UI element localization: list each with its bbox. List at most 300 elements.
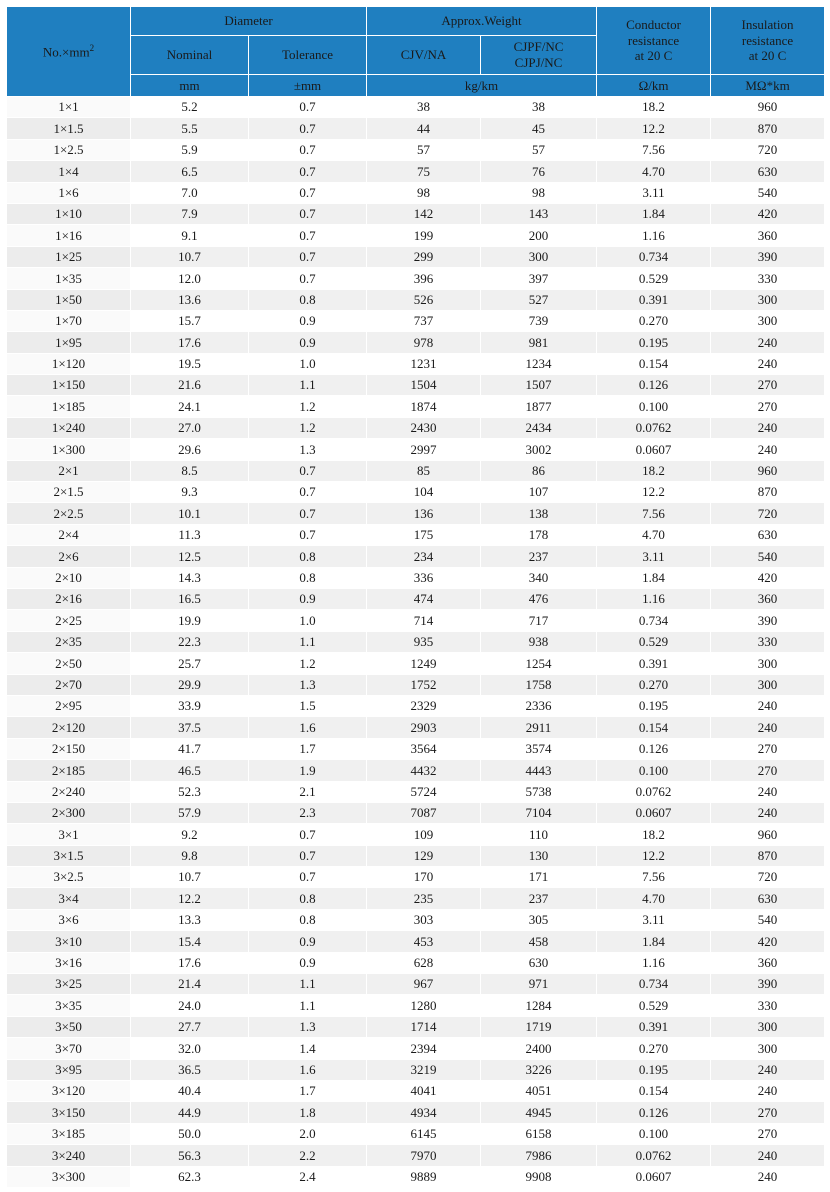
table-row — [7, 588, 825, 609]
cell-size: 1×240 — [7, 417, 131, 438]
table-row — [7, 1166, 825, 1187]
table-cell: 0.126 — [597, 1102, 711, 1123]
table-cell: 57 — [481, 139, 597, 160]
table-row — [7, 1123, 825, 1144]
table-cell: 45 — [481, 118, 597, 139]
table-cell: 240 — [711, 353, 825, 374]
table-cell: 0.9 — [249, 588, 367, 609]
cell-size: 3×10 — [7, 931, 131, 952]
table-cell: 270 — [711, 1102, 825, 1123]
table-cell: 3.11 — [597, 909, 711, 930]
table-row — [7, 1016, 825, 1037]
cell-size: 1×50 — [7, 289, 131, 310]
cell-size: 3×25 — [7, 974, 131, 995]
table-cell: 628 — [367, 952, 481, 973]
table-cell: 300 — [481, 246, 597, 267]
cell-size: 3×1 — [7, 824, 131, 845]
table-cell: 0.7 — [249, 268, 367, 289]
table-cell: 0.734 — [597, 246, 711, 267]
table-cell: 22.3 — [131, 631, 249, 652]
table-cell: 396 — [367, 268, 481, 289]
table-cell: 0.8 — [249, 909, 367, 930]
table-cell: 0.154 — [597, 353, 711, 374]
table-cell: 1280 — [367, 995, 481, 1016]
table-cell: 86 — [481, 460, 597, 481]
table-cell: 21.4 — [131, 974, 249, 995]
table-cell: 9.2 — [131, 824, 249, 845]
table-cell: 0.7 — [249, 482, 367, 503]
table-cell: 44.9 — [131, 1102, 249, 1123]
cell-size: 3×150 — [7, 1102, 131, 1123]
table-cell: 330 — [711, 631, 825, 652]
table-cell: 0.391 — [597, 289, 711, 310]
table-cell: 0.7 — [249, 867, 367, 888]
table-cell: 32.0 — [131, 1038, 249, 1059]
table-cell: 1.6 — [249, 1059, 367, 1080]
table-cell: 0.9 — [249, 310, 367, 331]
table-cell: 870 — [711, 118, 825, 139]
cell-size: 2×300 — [7, 802, 131, 823]
table-cell: 300 — [711, 1016, 825, 1037]
cell-size: 3×4 — [7, 888, 131, 909]
table-cell: 1.1 — [249, 631, 367, 652]
table-cell: 870 — [711, 482, 825, 503]
table-cell: 1.2 — [249, 417, 367, 438]
table-row — [7, 546, 825, 567]
table-cell: 420 — [711, 931, 825, 952]
table-cell: 110 — [481, 824, 597, 845]
table-row — [7, 995, 825, 1016]
table-cell: 1.1 — [249, 375, 367, 396]
table-cell: 0.0607 — [597, 802, 711, 823]
header-cjpf-nc: CJPF/NC — [513, 39, 564, 55]
table-cell: 19.5 — [131, 353, 249, 374]
table-cell: 27.7 — [131, 1016, 249, 1037]
table-row — [7, 203, 825, 224]
cell-size: 3×120 — [7, 1080, 131, 1101]
table-cell: 5724 — [367, 781, 481, 802]
table-cell: 7.9 — [131, 203, 249, 224]
table-cell: 4041 — [367, 1080, 481, 1101]
table-cell: 16.5 — [131, 588, 249, 609]
table-cell: 4.70 — [597, 161, 711, 182]
table-cell: 10.7 — [131, 867, 249, 888]
unit-tolerance-mm: ±mm — [249, 75, 367, 97]
table-cell: 7087 — [367, 802, 481, 823]
table-cell: 3219 — [367, 1059, 481, 1080]
table-cell: 57.9 — [131, 802, 249, 823]
table-cell: 0.0762 — [597, 1145, 711, 1166]
table-cell: 142 — [367, 203, 481, 224]
table-cell: 5.2 — [131, 97, 249, 118]
table-cell: 33.9 — [131, 695, 249, 716]
table-row — [7, 867, 825, 888]
table-cell: 1.4 — [249, 1038, 367, 1059]
header-size-superscript: 2 — [89, 43, 95, 54]
table-cell: 739 — [481, 310, 597, 331]
table-cell: 0.7 — [249, 503, 367, 524]
table-cell: 717 — [481, 610, 597, 631]
table-cell: 300 — [711, 653, 825, 674]
table-cell: 0.195 — [597, 332, 711, 353]
table-cell: 17.6 — [131, 952, 249, 973]
table-cell: 720 — [711, 503, 825, 524]
table-cell: 630 — [481, 952, 597, 973]
table-cell: 336 — [367, 567, 481, 588]
table-header — [7, 7, 825, 97]
table-cell: 5.9 — [131, 139, 249, 160]
table-cell: 7.56 — [597, 503, 711, 524]
cell-size: 1×10 — [7, 203, 131, 224]
table-row — [7, 717, 825, 738]
table-cell: 1.84 — [597, 931, 711, 952]
table-cell: 37.5 — [131, 717, 249, 738]
table-cell: 9908 — [481, 1166, 597, 1187]
table-cell: 3226 — [481, 1059, 597, 1080]
table-cell: 978 — [367, 332, 481, 353]
header-conductor-resistance-line3: at 20 C — [634, 48, 673, 64]
table-cell: 1.3 — [249, 439, 367, 460]
table-cell: 7970 — [367, 1145, 481, 1166]
table-row — [7, 396, 825, 417]
cell-size: 2×4 — [7, 524, 131, 545]
cell-size: 2×16 — [7, 588, 131, 609]
table-cell: 9.3 — [131, 482, 249, 503]
table-cell: 360 — [711, 588, 825, 609]
table-cell: 235 — [367, 888, 481, 909]
table-cell: 10.1 — [131, 503, 249, 524]
table-cell: 0.9 — [249, 931, 367, 952]
table-cell: 11.3 — [131, 524, 249, 545]
table-cell: 960 — [711, 824, 825, 845]
header-insulation-resistance-line3: at 20 C — [748, 48, 787, 64]
table-cell: 0.7 — [249, 161, 367, 182]
table-cell: 240 — [711, 417, 825, 438]
table-cell: 938 — [481, 631, 597, 652]
table-cell: 0.7 — [249, 225, 367, 246]
table-row — [7, 225, 825, 246]
cell-size: 1×185 — [7, 396, 131, 417]
table-row — [7, 931, 825, 952]
cell-size: 1×70 — [7, 310, 131, 331]
table-cell: 330 — [711, 995, 825, 1016]
table-cell: 3564 — [367, 738, 481, 759]
table-cell: 240 — [711, 1059, 825, 1080]
table-cell: 170 — [367, 867, 481, 888]
table-cell: 0.0607 — [597, 1166, 711, 1187]
table-row — [7, 524, 825, 545]
table-cell: 390 — [711, 974, 825, 995]
table-cell: 240 — [711, 781, 825, 802]
header-conductor-resistance — [597, 7, 711, 75]
table-row — [7, 888, 825, 909]
table-cell: 0.529 — [597, 631, 711, 652]
table-cell: 1758 — [481, 674, 597, 695]
header-cjpf-cjpj-nc — [481, 36, 597, 75]
table-cell: 240 — [711, 1145, 825, 1166]
table-cell: 6.5 — [131, 161, 249, 182]
table-row — [7, 1080, 825, 1101]
table-cell: 13.6 — [131, 289, 249, 310]
cell-size: 1×2.5 — [7, 139, 131, 160]
table-cell: 270 — [711, 760, 825, 781]
table-cell: 0.391 — [597, 1016, 711, 1037]
table-cell: 476 — [481, 588, 597, 609]
table-cell: 76 — [481, 161, 597, 182]
table-cell: 300 — [711, 1038, 825, 1059]
table-row — [7, 353, 825, 374]
table-cell: 0.7 — [249, 203, 367, 224]
table-row — [7, 674, 825, 695]
cell-size: 2×120 — [7, 717, 131, 738]
table-cell: 2400 — [481, 1038, 597, 1059]
cell-size: 3×50 — [7, 1016, 131, 1037]
table-cell: 240 — [711, 332, 825, 353]
table-cell: 2434 — [481, 417, 597, 438]
cell-size: 1×1.5 — [7, 118, 131, 139]
table-row — [7, 1059, 825, 1080]
table-row — [7, 952, 825, 973]
cell-size: 2×1 — [7, 460, 131, 481]
cell-size: 1×1 — [7, 97, 131, 118]
table-cell: 0.195 — [597, 1059, 711, 1080]
table-cell: 19.9 — [131, 610, 249, 631]
table-cell: 300 — [711, 674, 825, 695]
cell-size: 3×2.5 — [7, 867, 131, 888]
table-cell: 129 — [367, 845, 481, 866]
table-row — [7, 824, 825, 845]
table-cell: 25.7 — [131, 653, 249, 674]
table-cell: 104 — [367, 482, 481, 503]
table-cell: 453 — [367, 931, 481, 952]
table-cell: 143 — [481, 203, 597, 224]
table-cell: 1.16 — [597, 588, 711, 609]
cell-size: 2×35 — [7, 631, 131, 652]
unit-insulation-mohm-km: MΩ*km — [711, 75, 825, 97]
cell-size: 2×1.5 — [7, 482, 131, 503]
table-cell: 390 — [711, 246, 825, 267]
header-cjpj-nc: CJPJ/NC — [514, 55, 563, 70]
table-cell: 7.56 — [597, 867, 711, 888]
table-cell: 4.70 — [597, 888, 711, 909]
table-cell: 0.7 — [249, 139, 367, 160]
cell-size: 1×4 — [7, 161, 131, 182]
table-row — [7, 802, 825, 823]
cell-size: 2×25 — [7, 610, 131, 631]
table-cell: 130 — [481, 845, 597, 866]
table-row — [7, 610, 825, 631]
table-row — [7, 375, 825, 396]
table-row — [7, 631, 825, 652]
table-cell: 0.391 — [597, 653, 711, 674]
table-cell: 0.195 — [597, 695, 711, 716]
table-row — [7, 182, 825, 203]
table-cell: 2997 — [367, 439, 481, 460]
table-cell: 3574 — [481, 738, 597, 759]
table-row — [7, 653, 825, 674]
table-row — [7, 781, 825, 802]
table-cell: 0.154 — [597, 717, 711, 738]
cell-size: 2×240 — [7, 781, 131, 802]
table-row — [7, 289, 825, 310]
cell-size: 2×50 — [7, 653, 131, 674]
table-cell: 0.529 — [597, 268, 711, 289]
table-cell: 240 — [711, 802, 825, 823]
table-cell: 300 — [711, 289, 825, 310]
table-body — [7, 97, 825, 1188]
table-row — [7, 503, 825, 524]
table-cell: 27.0 — [131, 417, 249, 438]
table-cell: 85 — [367, 460, 481, 481]
cell-size: 2×95 — [7, 695, 131, 716]
table-cell: 9.1 — [131, 225, 249, 246]
cell-size: 2×70 — [7, 674, 131, 695]
table-cell: 2.2 — [249, 1145, 367, 1166]
table-row — [7, 332, 825, 353]
table-cell: 138 — [481, 503, 597, 524]
table-cell: 18.2 — [597, 460, 711, 481]
table-cell: 44 — [367, 118, 481, 139]
table-cell: 12.2 — [131, 888, 249, 909]
table-cell: 960 — [711, 97, 825, 118]
header-conductor-resistance-line2: resistance — [627, 32, 680, 48]
table-cell: 199 — [367, 225, 481, 246]
table-cell: 1.0 — [249, 610, 367, 631]
table-cell: 7104 — [481, 802, 597, 823]
table-cell: 420 — [711, 203, 825, 224]
table-cell: 50.0 — [131, 1123, 249, 1144]
table-cell: 360 — [711, 225, 825, 246]
table-cell: 1234 — [481, 353, 597, 374]
cell-size: 1×16 — [7, 225, 131, 246]
table-cell: 0.9 — [249, 332, 367, 353]
cell-size: 1×95 — [7, 332, 131, 353]
table-cell: 0.7 — [249, 182, 367, 203]
cell-size: 2×6 — [7, 546, 131, 567]
table-cell: 4051 — [481, 1080, 597, 1101]
cell-size: 3×1.5 — [7, 845, 131, 866]
table-cell: 0.7 — [249, 524, 367, 545]
table-cell: 0.126 — [597, 738, 711, 759]
table-cell: 0.8 — [249, 546, 367, 567]
table-cell: 1.8 — [249, 1102, 367, 1123]
table-cell: 21.6 — [131, 375, 249, 396]
table-cell: 630 — [711, 888, 825, 909]
table-cell: 41.7 — [131, 738, 249, 759]
table-cell: 305 — [481, 909, 597, 930]
table-cell: 0.7 — [249, 97, 367, 118]
table-cell: 4.70 — [597, 524, 711, 545]
cell-size: 2×150 — [7, 738, 131, 759]
table-cell: 299 — [367, 246, 481, 267]
table-cell: 0.126 — [597, 375, 711, 396]
header-insulation-resistance-line1: Insulation — [741, 17, 794, 33]
header-cjv-na: CJV/NA — [367, 36, 481, 75]
table-row — [7, 738, 825, 759]
table-cell: 2394 — [367, 1038, 481, 1059]
table-cell: 24.1 — [131, 396, 249, 417]
table-cell: 1877 — [481, 396, 597, 417]
table-cell: 0.734 — [597, 610, 711, 631]
table-cell: 526 — [367, 289, 481, 310]
table-row — [7, 246, 825, 267]
table-cell: 1.3 — [249, 1016, 367, 1037]
table-cell: 109 — [367, 824, 481, 845]
table-cell: 240 — [711, 695, 825, 716]
table-cell: 2336 — [481, 695, 597, 716]
table-cell: 12.2 — [597, 118, 711, 139]
table-cell: 29.6 — [131, 439, 249, 460]
cell-size: 3×35 — [7, 995, 131, 1016]
table-cell: 0.100 — [597, 1123, 711, 1144]
table-cell: 0.0607 — [597, 439, 711, 460]
table-cell: 10.7 — [131, 246, 249, 267]
table-cell: 62.3 — [131, 1166, 249, 1187]
table-cell: 237 — [481, 546, 597, 567]
table-row — [7, 268, 825, 289]
table-cell: 0.7 — [249, 118, 367, 139]
table-cell: 1.7 — [249, 1080, 367, 1101]
table-cell: 14.3 — [131, 567, 249, 588]
table-cell: 2.3 — [249, 802, 367, 823]
cell-size: 3×240 — [7, 1145, 131, 1166]
cell-size: 2×185 — [7, 760, 131, 781]
table-cell: 0.9 — [249, 952, 367, 973]
table-cell: 240 — [711, 439, 825, 460]
table-cell: 1.16 — [597, 952, 711, 973]
table-cell: 0.8 — [249, 888, 367, 909]
table-row — [7, 760, 825, 781]
cell-size: 1×35 — [7, 268, 131, 289]
table-cell: 38 — [481, 97, 597, 118]
table-cell: 870 — [711, 845, 825, 866]
cell-size: 3×70 — [7, 1038, 131, 1059]
table-cell: 7.56 — [597, 139, 711, 160]
cell-size: 1×6 — [7, 182, 131, 203]
table-cell: 24.0 — [131, 995, 249, 1016]
table-cell: 330 — [711, 268, 825, 289]
table-cell: 1.5 — [249, 695, 367, 716]
table-row — [7, 1102, 825, 1123]
table-cell: 237 — [481, 888, 597, 909]
table-row — [7, 567, 825, 588]
table-cell: 1.2 — [249, 653, 367, 674]
table-cell: 18.2 — [597, 97, 711, 118]
table-cell: 340 — [481, 567, 597, 588]
table-row — [7, 1145, 825, 1166]
table-cell: 12.2 — [597, 845, 711, 866]
table-cell: 29.9 — [131, 674, 249, 695]
table-cell: 15.4 — [131, 931, 249, 952]
table-cell: 6158 — [481, 1123, 597, 1144]
table-cell: 1507 — [481, 375, 597, 396]
table-cell: 1.7 — [249, 738, 367, 759]
table-cell: 40.4 — [131, 1080, 249, 1101]
table-cell: 98 — [481, 182, 597, 203]
table-cell: 630 — [711, 524, 825, 545]
table-cell: 527 — [481, 289, 597, 310]
table-cell: 1.0 — [249, 353, 367, 374]
table-cell: 0.100 — [597, 396, 711, 417]
table-cell: 9.8 — [131, 845, 249, 866]
table-row — [7, 845, 825, 866]
table-cell: 200 — [481, 225, 597, 246]
table-cell: 981 — [481, 332, 597, 353]
table-cell: 240 — [711, 1080, 825, 1101]
table-cell: 1.84 — [597, 203, 711, 224]
header-nominal: Nominal — [131, 36, 249, 75]
table-cell: 6145 — [367, 1123, 481, 1144]
